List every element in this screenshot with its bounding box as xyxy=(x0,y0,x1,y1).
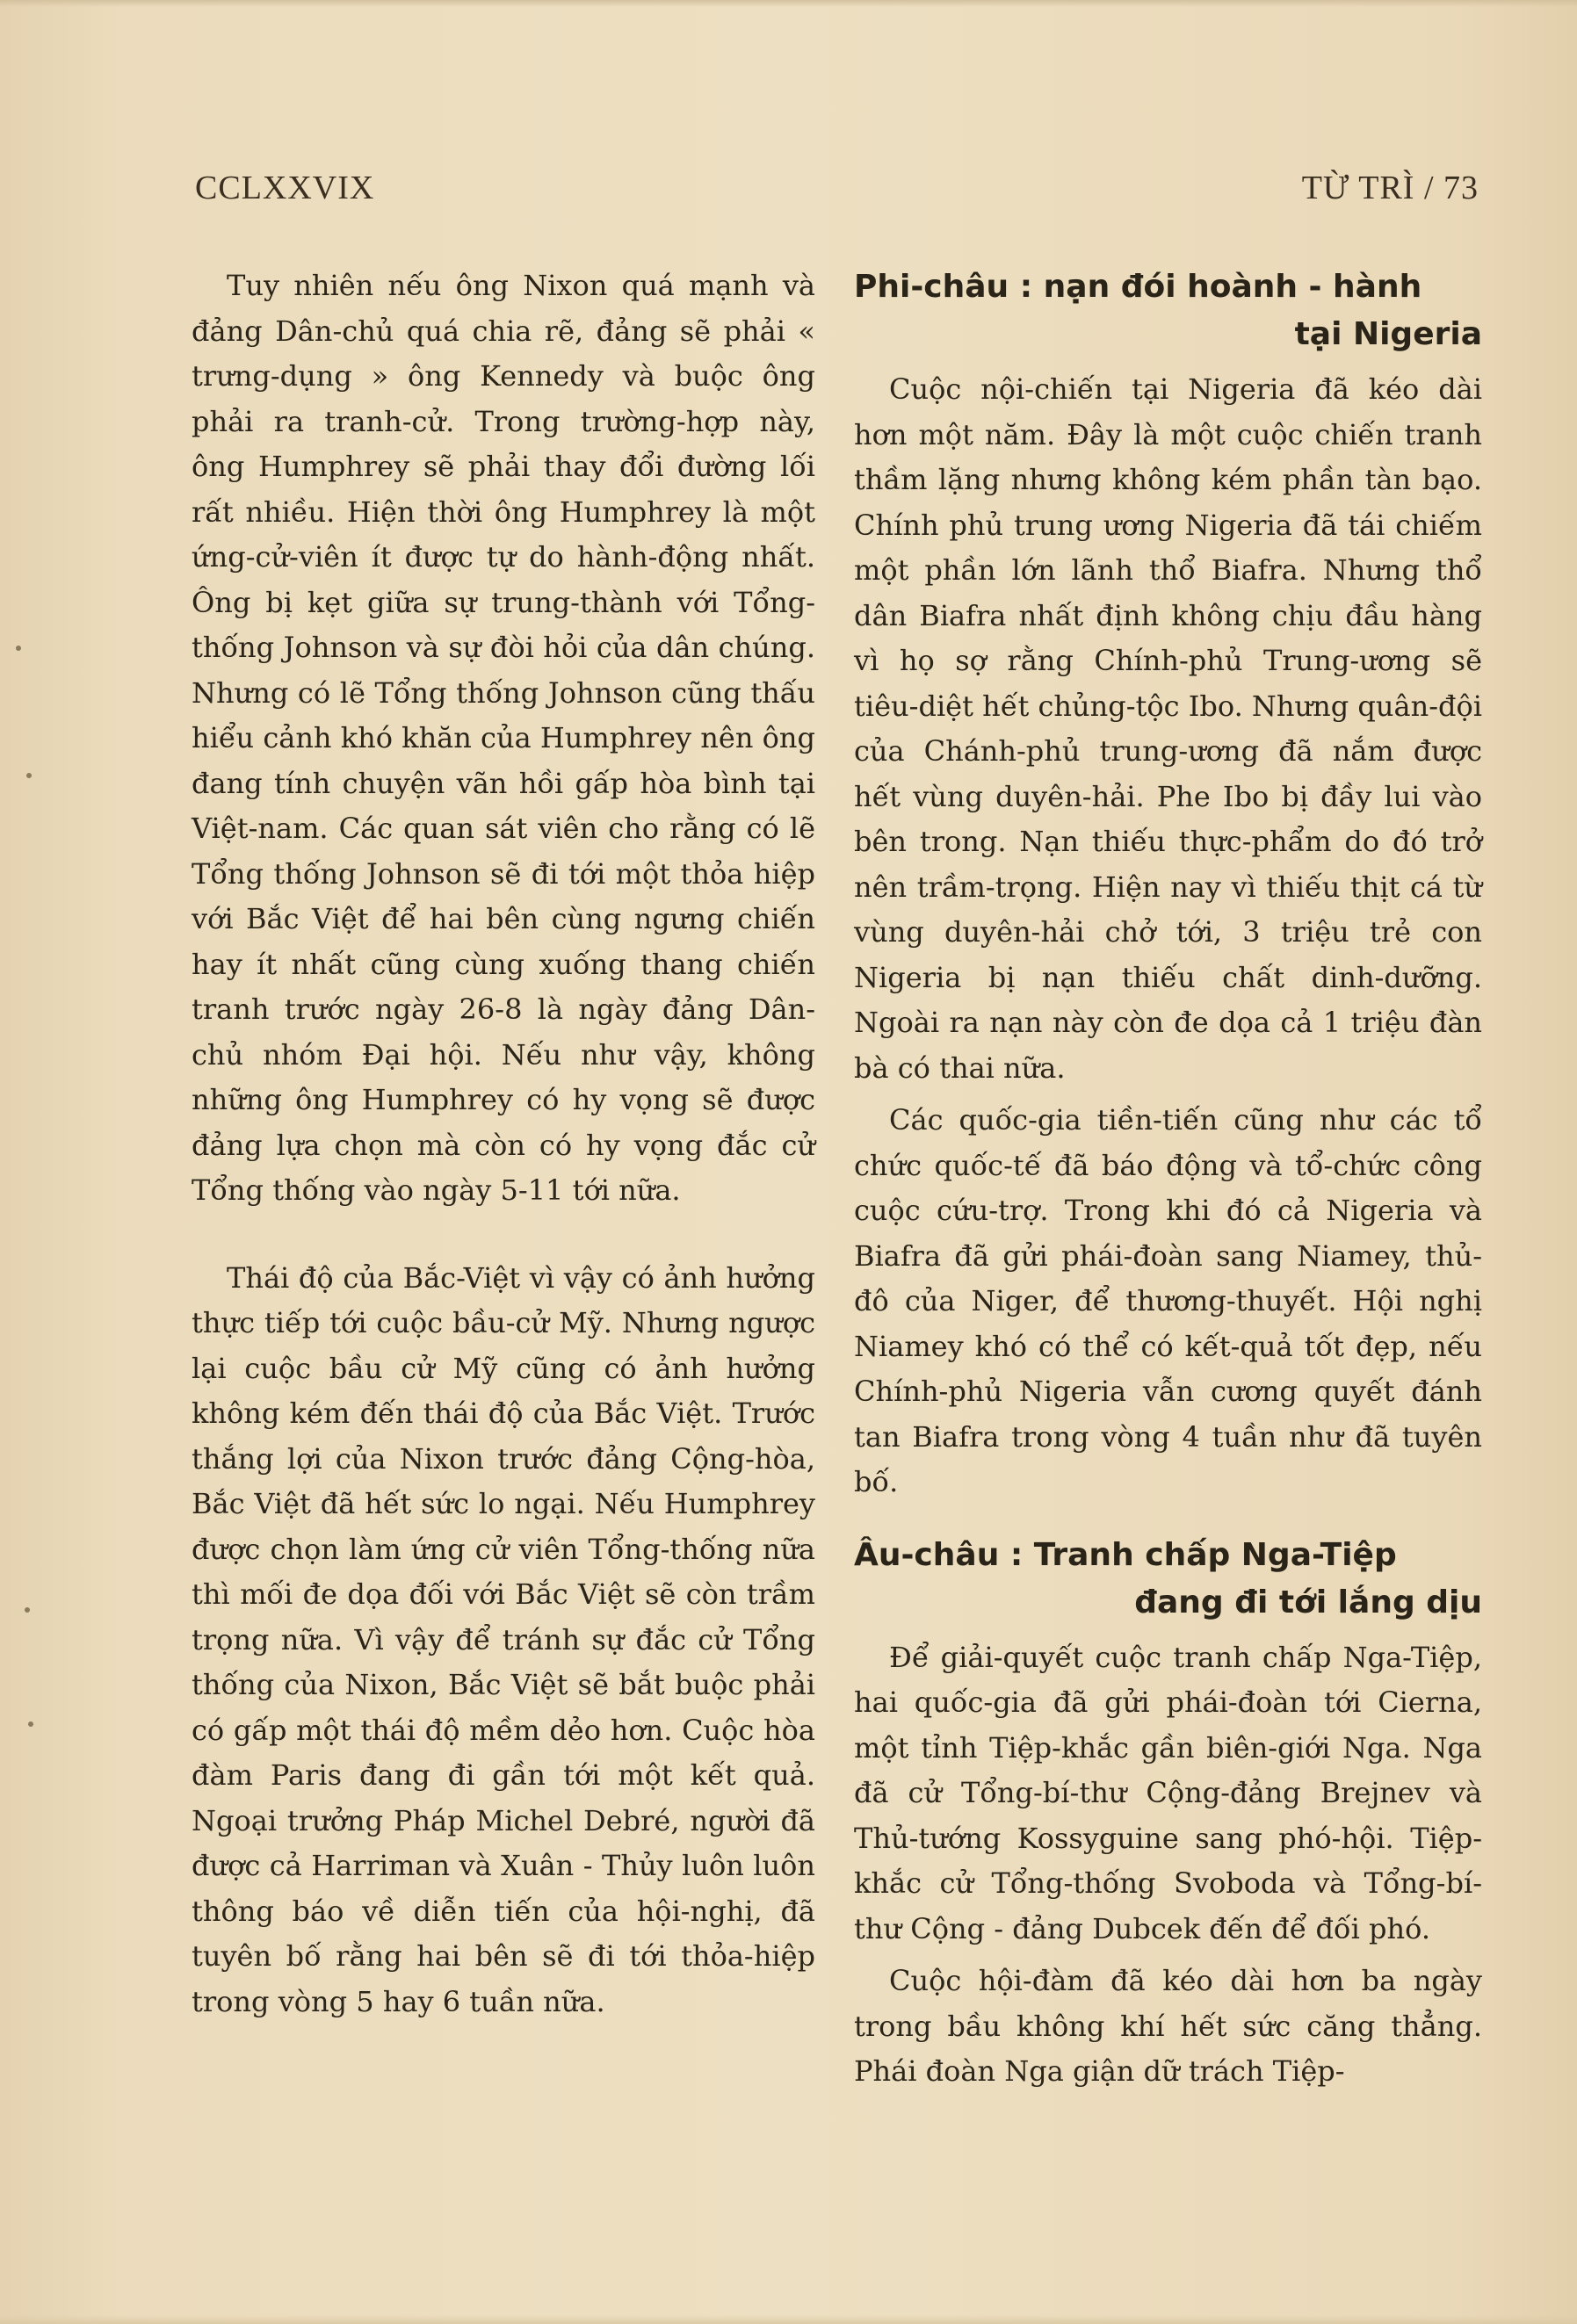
paper-speck xyxy=(25,1607,30,1613)
page-section-code: CCLXXVIX xyxy=(195,170,375,206)
section-heading-africa-line2: tại Nigeria xyxy=(1294,316,1482,352)
europe-paragraph-1: Để giải-quyết cuộc tranh chấp Nga-Tiệp, hai quốc-gia đã gửi phái-đoàn tới Cierna, một tỉnh Tiệp-khắc gần biên-giới Nga. Nga đã cử Tổng-bí-thư Cộng-đảng Brejnev và Thủ-tướng Kossyguine sang phó-hội. Tiệp-khắc cử Tổng-thống Svoboda và Tổng-bí-thư Cộng - đảng Dubcek đến để đối phó. xyxy=(854,1640,1482,1945)
page-running-title: TỪ TRÌ / 73 xyxy=(1301,170,1479,206)
paper-speck xyxy=(28,1721,33,1727)
section-heading-africa xyxy=(854,263,1482,358)
page-bottom-edge xyxy=(0,2315,1577,2324)
section-heading-europe-line2: đang đi tới lắng dịu xyxy=(1134,1584,1482,1620)
page-top-edge xyxy=(0,0,1577,7)
africa-paragraph-1: Cuộc nội-chiến tại Nigeria đã kéo dài hơn một năm. Đây là một cuộc chiến tranh thầm lặng nhưng không kém phần tàn bạo. Chính phủ trung ương Nigeria đã tái chiếm một phần lớn lãnh thổ Biafra. Nhưng thổ dân Biafra nhất định không chịu đầu hàng vì họ sợ rằng Chính-phủ Trung-ương sẽ tiêu-diệt hết chủng-tộc Ibo. Nhưng quân-đội của Chánh-phủ trung-ương đã nắm được hết vùng duyên-hải. Phe Ibo bị đầy lui vào bên trong. Nạn thiếu thực-phẩm do đó trở nên trầm-trọng. Hiện nay vì thiếu thịt cá từ vùng duyên-hải chở tới, 3 triệu trẻ con Nigeria bị nạn thiếu chất dinh-dưỡng. Ngoài ra nạn này còn đe dọa cả 1 triệu đàn bà có thai nữa. xyxy=(854,372,1482,1085)
africa-paragraph-2: Các quốc-gia tiền-tiến cũng như các tổ chức quốc-tế đã báo động và tổ-chức công cuộc cứu-trợ. Trong khi đó cả Nigeria và Biafra đã gửi phái-đoàn sang Niamey, thủ-đô của Niger, để thương-thuyết. Hội nghị Niamey khó có thể có kết-quả tốt đẹp, nếu Chính-phủ Nigeria vẫn cương quyết đánh tan Biafra trong vòng 4 tuần như đã tuyên bố. xyxy=(854,1103,1482,1498)
paper-speck xyxy=(26,773,32,778)
section-heading-africa-line1: Phi-châu : nạn đói hoành - hành xyxy=(854,269,1422,305)
left-column xyxy=(192,263,815,2024)
section-heading-europe-line1: Âu-châu : Tranh chấp Nga-Tiệp xyxy=(854,1536,1397,1573)
left-paragraph-1: Tuy nhiên nếu ông Nixon quá mạnh và đảng Dân-chủ quá chia rẽ, đảng sẽ phải « trưng-dụng » ông Kennedy và buộc ông phải ra tranh-cử. Trong trường-hợp này, ông Humphrey sẽ phải thay đổi đường lối rất nhiều. Hiện thời ông Humphrey là một ứng-cử-viên ít được tự do hành-động nhất. Ông bị kẹt giữa sự trung-thành với Tổng-thống Johnson và sự đòi hỏi của dân chúng. Nhưng có lẽ Tổng thống Johnson cũng thấu hiểu cảnh khó khăn của Humphrey nên ông đang tính chuyện vãn hồi gấp hòa bình tại Việt-nam. Các quan sát viên cho rằng có lẽ Tổng thống Johnson sẽ đi tới một thỏa hiệp với Bắc Việt để hai bên cùng ngưng chiến hay ít nhất cũng cùng xuống thang chiến tranh trước ngày 26-8 là ngày đảng Dân-chủ nhóm Đại hội. Nếu như vậy, không những ông Humphrey có hy vọng sẽ được đảng lựa chọn mà còn có hy vọng đắc cử Tổng thống vào ngày 5-11 tới nữa. xyxy=(192,269,815,1207)
right-column xyxy=(854,263,1482,2095)
left-paragraph-2: Thái độ của Bắc-Việt vì vậy có ảnh hưởng thực tiếp tới cuộc bầu-cử Mỹ. Nhưng ngược lại cuộc bầu cử Mỹ cũng có ảnh hưởng không kém đến thái độ của Bắc Việt. Trước thắng lợi của Nixon trước đảng Cộng-hòa, Bắc Việt đã hết sức lo ngại. Nếu Humphrey được chọn làm ứng cử viên Tổng-thống nữa thì mối đe dọa đối với Bắc Việt sẽ còn trầm trọng nữa. Vì vậy để tránh sự đắc cử Tổng thống của Nixon, Bắc Việt sẽ bắt buộc phải có gấp một thái độ mềm dẻo hơn. Cuộc hòa đàm Paris đang đi gần tới một kết quả. Ngoại trưởng Pháp Michel Debré, người đã được cả Harriman và Xuân - Thủy luôn luôn thông báo về diễn tiến của hội-nghị, đã tuyên bố rằng hai bên sẽ đi tới thỏa-hiệp trong vòng 5 hay 6 tuần nữa. xyxy=(192,1260,815,2018)
paper-speck xyxy=(16,646,21,651)
europe-paragraph-2: Cuộc hội-đàm đã kéo dài hơn ba ngày trong bầu không khí hết sức căng thẳng. Phái đoàn Nga giận dữ trách Tiệp- xyxy=(854,1964,1482,2088)
section-heading-europe xyxy=(854,1532,1482,1627)
